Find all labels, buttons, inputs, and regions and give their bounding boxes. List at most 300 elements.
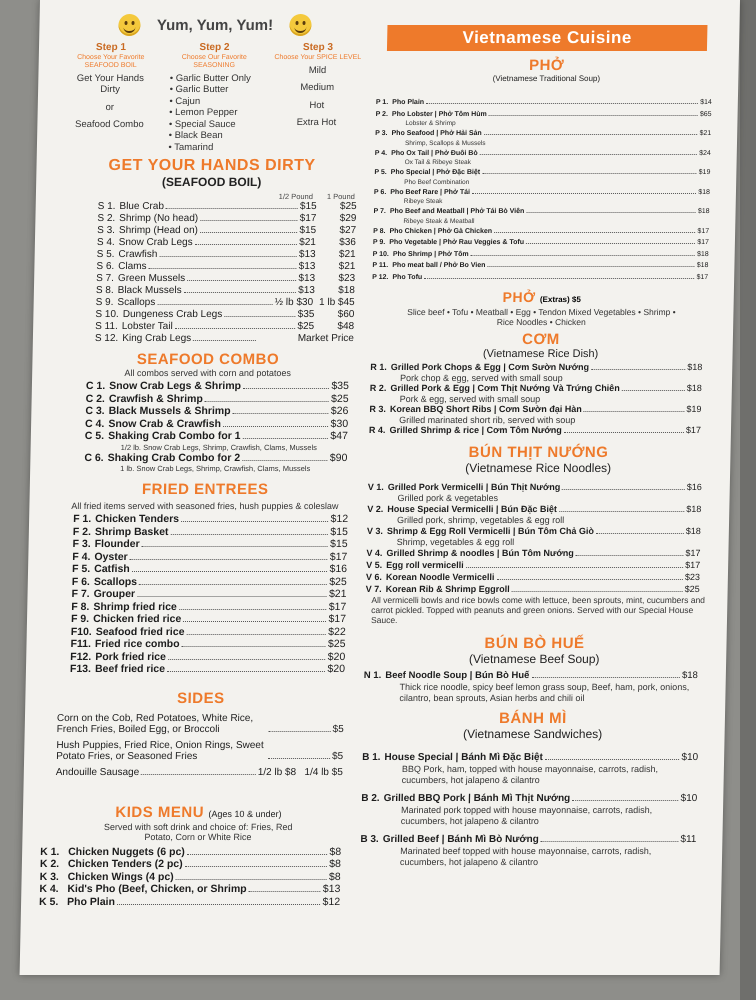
menu-item [373, 237, 709, 249]
item-price: $16 [686, 482, 702, 492]
item-price: $35 [331, 380, 350, 392]
item-code: S 12. [94, 333, 119, 344]
menu-item [375, 148, 711, 160]
pho-title: PHỞ [528, 57, 565, 74]
price-one-pound: 1 lb $45 [318, 297, 355, 308]
item-name: Oyster [94, 550, 128, 563]
item-price: $21 [699, 130, 712, 137]
leader-dots [526, 243, 695, 244]
item-price: $10 [680, 793, 698, 804]
step-3 [272, 42, 362, 153]
bunbo-subtitle: (Vietnamese Beef Soup) [468, 652, 600, 666]
item-code: P 11. [372, 262, 389, 269]
menu-item [40, 871, 341, 884]
leader-dots [562, 489, 685, 490]
smiley-icon [118, 14, 140, 36]
item-description: Grilled pork, shrimp, vegetables & egg roll [397, 515, 565, 525]
price-half-pound: $15 [299, 225, 317, 236]
menu-item [73, 513, 348, 526]
item-name: Pho meat ball / Phở Bo Vien [392, 262, 486, 269]
leader-dots [159, 256, 297, 257]
leader-dots [249, 891, 321, 892]
menu-item [40, 846, 341, 859]
sides-list [42, 707, 358, 778]
item-code: P 8. [373, 227, 386, 235]
menu-item [86, 393, 349, 406]
item-name: Fried rice combo [94, 638, 180, 650]
leader-dots [541, 841, 679, 842]
item-price: $21 [328, 588, 347, 600]
kids-title: KIDS MENU [115, 803, 205, 821]
pho-extras-title: PHỞ [502, 289, 536, 305]
item-name: Pho Lobster | Phở Tôm Hùm [391, 110, 487, 118]
item-price: $17 [328, 613, 347, 625]
item-code: P 10. [372, 250, 389, 258]
item-code: P 12. [372, 273, 389, 281]
kids-header [41, 804, 356, 822]
item-code: V 2. [367, 504, 384, 514]
item-price: $25 [330, 392, 349, 405]
leader-dots [141, 774, 256, 775]
item-name: House Special | Bánh Mì Đặc Biệt [384, 752, 543, 763]
fried-note: All fried items served with seasoned fries, hush puppies & coleslaw [71, 501, 339, 511]
item-price: $17 [329, 550, 348, 563]
item-code: F11. [70, 638, 92, 650]
step-option: Mild [308, 64, 327, 76]
menu-item [70, 638, 345, 651]
step-option: • Garlic Butter Only [169, 72, 251, 84]
item-description: Grilled marinated short rib, served with soup [399, 415, 576, 425]
item-description: Marinated pork topped with house mayonnaise, carrots, radish, cucumbers, hot jalapeno & cilantro [400, 805, 653, 826]
right-column [360, 0, 718, 868]
menu-item [364, 670, 698, 682]
item-name: Pho Seafood | Phở Hải Sản [391, 130, 482, 137]
step-option: • Lemon Pepper [169, 107, 238, 118]
item-code: R 4. [368, 425, 386, 435]
leader-dots [193, 340, 256, 341]
item-code: S 8. [95, 285, 114, 296]
item-code: C 3. [85, 405, 105, 417]
item-price: $25 [327, 638, 346, 650]
item-code: F 2. [72, 525, 92, 538]
leader-dots [496, 579, 682, 580]
item-code: C 4. [85, 417, 105, 430]
item-name: Egg roll vermicelli [386, 560, 464, 570]
side-item [57, 713, 344, 735]
item-code: F 1. [73, 513, 92, 525]
leader-dots [139, 584, 327, 585]
menu-item [375, 109, 711, 121]
item-code: V 6. [365, 572, 383, 582]
step-options [65, 73, 154, 131]
menu-item [96, 297, 355, 309]
pho-extras-header [372, 289, 712, 307]
fried-title: FRIED ENTREES [141, 481, 269, 498]
leader-dots [484, 134, 698, 135]
leader-dots [181, 646, 325, 647]
menu-item [366, 559, 700, 571]
item-name: Kid's Pho (Beef, Chicken, or Shrimp [67, 883, 247, 895]
combo-title: SEAFOOD COMBO [136, 351, 280, 368]
item-code: P 4. [374, 149, 388, 157]
price-one-pound: $60 [337, 309, 355, 320]
step-options [168, 73, 258, 154]
price-one-pound: $36 [339, 237, 357, 248]
menu-item [370, 383, 702, 394]
item-code: F 4. [72, 550, 91, 563]
item-code: C 5. [84, 430, 105, 442]
item-code: F 7. [71, 588, 90, 600]
menu-item [373, 226, 709, 238]
price-one-pound: $21 [338, 249, 356, 260]
leader-dots [187, 854, 328, 855]
menu-item [84, 452, 347, 465]
pho-list [372, 83, 716, 283]
price-half-pound: $21 [299, 237, 317, 248]
side-name: Andouille Sausage [55, 766, 140, 778]
step-options [272, 65, 361, 129]
price-half-pound: $13 [298, 261, 316, 272]
item-price: $25 [329, 575, 347, 588]
item-code: P 7. [373, 208, 386, 215]
step-label: Step 3 [302, 42, 334, 53]
item-name: Chicken fried rice [93, 613, 182, 625]
item-name: Pho Special | Phở Đặc Biệt [390, 169, 481, 176]
com-subtitle: (Vietnamese Rice Dish) [482, 348, 599, 360]
price-half-pound: ½ lb $30 [274, 297, 314, 308]
item-name: Clams [118, 261, 147, 272]
item-price: $10 [681, 752, 699, 763]
item-code: S 3. [97, 225, 116, 236]
item-code: S 5. [96, 249, 115, 260]
leader-dots [489, 115, 698, 116]
item-price: $12 [322, 895, 341, 908]
item-code: V 3. [366, 526, 383, 536]
item-price: $17 [697, 227, 710, 235]
menu-item [366, 547, 700, 559]
vietnamese-cuisine-banner: Vietnamese Cuisine [387, 25, 708, 51]
one-pound-header: 1 Pound [326, 192, 355, 201]
bun-note: All vermicelli bowls and rice bowls come with lettuce, been sprouts, mint, cucumbers and carrot pickled. Topped with peanuts and green onions. Served with our Special House Sauce. [370, 595, 706, 625]
item-code: F10. [70, 625, 92, 638]
step-option: Extra Hot [296, 117, 337, 128]
price-half-pound: $13 [298, 249, 316, 260]
menu-item [96, 261, 355, 273]
item-name: Shrimp fried rice [93, 600, 177, 613]
menu-item [366, 583, 700, 595]
item-name: Pho Beef Rare | Phở Tái [390, 188, 471, 196]
item-code: V 5. [366, 560, 383, 570]
item-code: F 8. [71, 600, 90, 613]
step-hint: Choose Your Favorite SEAFOOD BOIL [77, 53, 145, 69]
leader-dots [243, 438, 329, 439]
item-price: $8 [328, 870, 341, 883]
leader-dots [137, 596, 327, 597]
price-half-pound: $17 [299, 213, 317, 224]
item-price: $23 [684, 572, 701, 582]
item-name: Pho Ox Tail | Phở Đuôi Bò [391, 149, 478, 157]
leader-dots [584, 411, 685, 412]
side-price: 1/2 lb $8 1/4 lb $5 [257, 766, 343, 778]
leader-dots [545, 759, 680, 760]
item-code: K 1. [40, 845, 60, 858]
side-item [56, 740, 343, 762]
price-one-pound: $25 [339, 201, 357, 212]
item-name: Pho Shrimp | Phở Tôm [392, 250, 469, 258]
bun-list [366, 475, 709, 595]
leader-dots [175, 328, 296, 329]
item-name: Scallops [117, 297, 156, 308]
item-code: P 2. [375, 110, 389, 118]
item-name: Pho Tofu [392, 273, 423, 281]
leader-dots [591, 369, 685, 370]
item-description: Ribeye Steak [403, 198, 443, 205]
leader-dots [471, 255, 695, 256]
item-price: $19 [686, 404, 702, 414]
step-option: Seafood Combo [74, 119, 144, 130]
leader-dots [596, 533, 684, 534]
item-code: V 4. [366, 548, 383, 558]
item-price: $18 [681, 670, 698, 681]
seafood-boil-list [51, 201, 369, 345]
menu-item [70, 663, 345, 676]
item-code: K 4. [39, 883, 59, 895]
item-name: Grilled Shrimp & noodles | Bún Tôm Nướng [386, 548, 574, 558]
item-description: Ribeye Steak & Meatball [403, 217, 475, 225]
item-price: $18 [697, 208, 710, 215]
leader-dots [166, 208, 298, 209]
step-option: • Cajun [169, 95, 201, 107]
item-price: $65 [699, 110, 712, 118]
menu-item [372, 260, 708, 272]
item-code: P 6. [373, 188, 387, 196]
banhmi-subtitle: (Vietnamese Sandwiches) [462, 727, 603, 741]
menu-item [366, 571, 700, 583]
item-code: F12. [70, 650, 92, 663]
menu-item [39, 896, 340, 909]
leader-dots [179, 609, 327, 610]
item-name: Chicken Wings (4 pc) [67, 870, 174, 883]
item-description: BBQ Pork, ham, topped with house mayonnaise, carrots, radish, cucumbers, hot jalapeno & cilantro [401, 764, 659, 785]
item-code: F 3. [72, 538, 91, 550]
item-name: Grilled BBQ Pork | Bánh Mì Thịt Nướng [383, 793, 571, 804]
leader-dots [426, 103, 698, 104]
leader-dots [130, 559, 328, 560]
item-price: $17 [697, 239, 709, 246]
menu-item [367, 503, 701, 515]
price-column-headers [54, 192, 369, 201]
menu-item [367, 525, 701, 537]
item-code: S 9. [95, 297, 114, 308]
item-code: F 5. [71, 563, 91, 575]
menu-item [97, 249, 356, 261]
leader-dots [243, 388, 329, 389]
leader-dots [142, 546, 328, 547]
menu-item [97, 237, 356, 249]
item-price: $13 [322, 883, 341, 895]
price-half-pound: $35 [297, 309, 315, 320]
item-price: $8 [329, 845, 342, 858]
price-one-pound: $29 [339, 213, 357, 224]
item-description: Ox Tail & Ribeye Steak [404, 159, 472, 166]
item-code: K 5. [38, 895, 59, 908]
bun-subtitle: (Vietnamese Rice Noodles) [465, 461, 612, 475]
side-price: $5 [332, 723, 344, 735]
item-name: Shrimp & Egg Roll Vermicelli | Bún Tôm Chả Giò [386, 526, 595, 536]
leader-dots [531, 677, 680, 678]
item-name: Grilled Pork Chops & Egg | Cơm Sườn Nướng [390, 362, 590, 372]
item-price: $14 [700, 99, 712, 106]
item-name: Shrimp (No head) [119, 213, 199, 224]
item-code: S 6. [96, 261, 115, 272]
price-one-pound: $21 [338, 261, 356, 272]
fried-list [44, 511, 362, 676]
item-name: Shrimp Basket [94, 525, 169, 538]
menu-item [373, 206, 709, 218]
menu-item [71, 613, 346, 626]
item-name: Crawfish [118, 249, 158, 260]
leader-dots [195, 244, 298, 245]
item-price: $8 [329, 858, 342, 870]
table-background [740, 0, 756, 1000]
item-description: Marinated beef topped with house mayonnaise, carrots, radish, cucumbers, hot jalapeno & cilantro [399, 846, 652, 867]
item-code: C 6. [84, 451, 104, 464]
item-name: Pho Plain [392, 99, 425, 106]
item-description: Grilled pork & vegetables [397, 493, 499, 503]
item-name: Grilled Shrimp & rice | Cơm Tôm Nướng [389, 425, 562, 435]
item-price: $17 [685, 560, 701, 570]
item-code: F 6. [71, 575, 91, 588]
leader-dots [572, 800, 678, 801]
item-name: Seafood fried rice [95, 625, 185, 638]
leader-dots [132, 571, 328, 572]
item-code: C 1. [85, 380, 106, 392]
left-column [39, 0, 373, 908]
item-code: R 2. [369, 383, 387, 393]
item-name: Grouper [93, 588, 136, 600]
item-code: V 1. [367, 482, 384, 492]
price-one-pound: $18 [338, 285, 356, 296]
leader-dots [242, 460, 328, 461]
item-name: Scallops [93, 575, 138, 588]
side-name: Corn on the Cob, Red Potatoes, White Rice, French Fries, Boiled Egg, or Broccoli [56, 712, 254, 735]
item-name: Flounder [94, 538, 140, 550]
menu-item [73, 526, 348, 539]
menu-sheet [20, 0, 740, 975]
leader-dots [149, 268, 297, 269]
step-2 [168, 42, 258, 153]
com-list [369, 360, 711, 436]
leader-dots [184, 292, 297, 293]
item-name: King Crab Legs [122, 333, 192, 344]
menu-item [39, 883, 340, 896]
item-name: Korean Noodle Vermicelli [385, 572, 495, 582]
item-name: Snow Crab & Crawfish [108, 417, 222, 430]
item-code: P 3. [375, 130, 388, 137]
menu-item [72, 576, 347, 589]
leader-dots [559, 511, 684, 512]
leader-dots [494, 232, 695, 233]
leader-dots [472, 193, 696, 194]
price-one-pound: $27 [339, 225, 357, 236]
item-description: Pork & egg, served with small soup [399, 394, 541, 404]
step-option: or [105, 101, 115, 113]
item-price: $18 [687, 362, 703, 372]
leader-dots [487, 266, 694, 267]
leader-dots [183, 621, 326, 622]
item-price: $22 [328, 625, 346, 638]
side-price: $5 [331, 750, 344, 762]
item-price: $24 [699, 149, 711, 157]
leader-dots [224, 316, 295, 317]
leader-dots [186, 634, 326, 635]
price-one-pound: $48 [337, 321, 355, 332]
item-price: $30 [330, 417, 349, 430]
item-code: S 1. [97, 201, 116, 212]
menu-item [71, 626, 346, 639]
item-price: $18 [698, 188, 711, 196]
step-hint: Choose Our Favorite SEASONING [181, 53, 247, 69]
seafood-boil-subtitle: (SEAFOOD BOIL) [161, 175, 262, 189]
menu-item [70, 651, 345, 664]
item-price: $15 [330, 525, 348, 538]
item-code: C 2. [85, 392, 106, 405]
menu-item [85, 418, 348, 431]
item-price: $12 [330, 513, 349, 525]
menu-item [72, 551, 347, 564]
menu-item [40, 858, 341, 871]
seafood-boil-title: GET YOUR HANDS DIRTY [108, 157, 316, 174]
item-description: Thick rice noodle, spicy beef lemon grass soup, Beef, ham, pork, onions, cilantro, bean sprouts, Asian herbs and chili oil [399, 682, 690, 703]
menu-item [372, 272, 708, 284]
item-code: S 2. [97, 213, 116, 224]
leader-dots [200, 232, 298, 233]
item-name: Crawfish & Shrimp [108, 392, 203, 405]
item-price: $47 [330, 430, 348, 442]
leader-dots [176, 879, 327, 880]
item-price: $18 [685, 526, 701, 536]
item-code: P 9. [372, 239, 386, 246]
item-code: S 10. [95, 309, 119, 320]
item-name: Chicken Tenders (2 pc) [67, 858, 183, 870]
item-code: S 11. [95, 321, 118, 332]
step-option: • Tamarind [168, 141, 214, 153]
step-option: • Garlic Butter [169, 84, 229, 95]
step-option: • Special Sauce [168, 118, 236, 130]
item-price: $17 [685, 548, 701, 558]
header [57, 14, 372, 36]
item-description: 1/2 lb. Snow Crab Legs, Shrimp, Crawfish, Clams, Mussels [120, 442, 318, 452]
item-name: Chicken Nuggets (6 pc) [68, 845, 185, 858]
menu-item [72, 563, 347, 576]
header-title: Yum, Yum, Yum! [156, 16, 274, 34]
menu-item [374, 187, 710, 199]
item-description: Pho Beef Combination [404, 178, 470, 186]
leader-dots [622, 390, 685, 391]
leader-dots [168, 659, 326, 660]
kids-list [39, 842, 355, 909]
item-price: $26 [330, 405, 349, 417]
item-code: K 3. [39, 870, 60, 883]
leader-dots [233, 413, 329, 414]
menu-item [97, 213, 356, 225]
leader-dots [564, 432, 684, 433]
item-name: Grilled Pork & Egg | Cơm Thịt Nướng Và Trứng Chiên [390, 383, 620, 393]
item-code: K 2. [39, 858, 60, 870]
item-name: Pho Vegetable | Phở Rau Veggies & Tofu [389, 239, 525, 246]
item-price: $25 [684, 584, 700, 594]
item-name: Korean Rib & Shrimp Eggroll [385, 584, 510, 594]
